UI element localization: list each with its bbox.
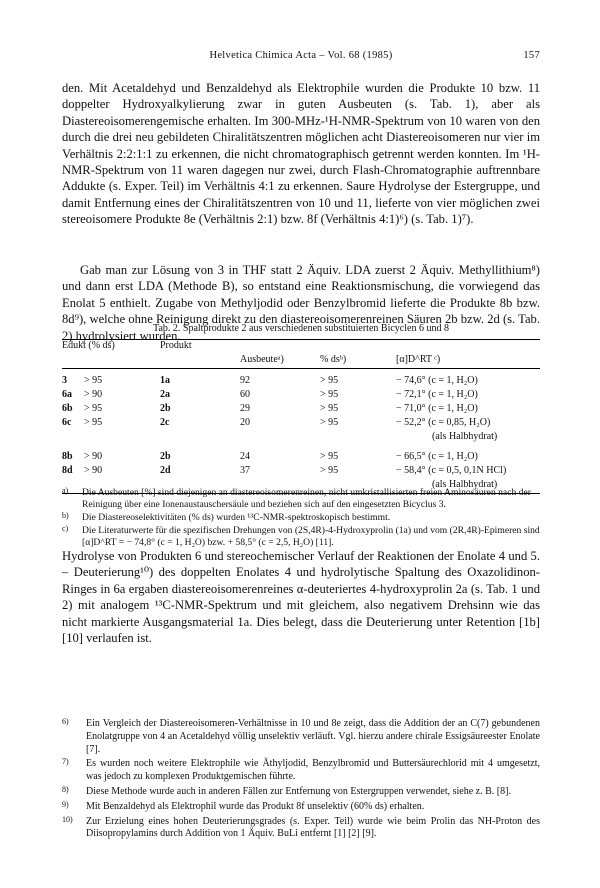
table-caption: Tab. 2. Spaltprodukte 2 aus verschiedenen substituierten Bicyclen 6 und 8 [153, 323, 449, 334]
table-footnote: c) Die Literaturwerte für die spezifischen Drehungen von (2S,4R)-4-Hydroxyprolin (1a) und vom (2R,4R)-Epimeren sind [α]D^RT = − 74,8° (c = 1, H₂O) bzw. + 58,5° (c = 2,5, H₂O) [11]. [62, 524, 540, 548]
col-head-edukt: Edukt (% ds) [62, 340, 160, 355]
footnote: 7) Es wurden noch weitere Elektrophile wie Äthyljodid, Benzylbromid und Buttersäurechlorid mit 4 umgesetzt, was jedoch zu komplexen Produktgemischen führte. [62, 757, 540, 783]
col-head-produkt: Produkt [160, 340, 540, 355]
col-head-ds: % dsᵇ) [320, 354, 396, 369]
journal-title: Helvetica Chimica Acta – Vol. 68 (1985) [209, 50, 393, 61]
results-table [62, 339, 540, 494]
table-row: 6b > 95 2b 29 > 95 − 71,0° (c = 1, H₂O) [62, 403, 478, 414]
table-row: 8d > 90 2d 37 > 95 − 58,4° (c = 0,5, 0,1N HCl) [62, 465, 507, 476]
paragraph-1: den. Mit Acetaldehyd und Benzaldehyd als Elektrophile wurden die Produkte 10 bzw. 11 doppelter Hydroxyalkylierung zwar in guten Ausbeuten (s. Tab. 1), aber als Diastereoisomerengemische erhalten. Im 300-MHz-¹H-NMR-Spektrum von 10 waren von den durch die drei neu gebildeten Chiralitätszentren möglichen acht Diastereoisomeren nur vier im Verhältnis 2:2:1:1 zu erkennen, die nicht chromatographisch getrennt werden konnten. Im ¹H-NMR-Spektrum von 11 waren dagegen nur zwei, durch Flash-Chromatographie auftrennbare Addukte (s. Exper. Teil) im Verhältnis 4:1 zu erkennen. Saure Hydrolyse der Estergruppe, und damit Entfernung eines der Chiralitätszentren von 10 und 11, lieferte von vier möglichen zwei stereoisomere Produkte 8e (Verhältnis 2:1) bzw. 8f (Verhältnis 4:1)⁶) (s. Tab. 1)⁷). [62, 81, 540, 227]
footnote: 6) Ein Vergleich der Diastereoisomeren-Verhältnisse in 10 und 8e zeigt, dass die Addition der an C(7) gebundenen Enolatgruppe von 4 an Acetaldehyd völlig unselektiv verläuft. Vgl. hierzu andere chirale Essigsäureester Enolate [7]. [62, 717, 540, 755]
table-row: 6c > 95 2c 20 > 95 − 52,2° (c = 0,85, H₂O) [62, 417, 491, 428]
table-row: 8b > 90 2b 24 > 95 − 66,5° (c = 1, H₂O) [62, 451, 478, 462]
page-number: 157 [523, 50, 540, 61]
table-header-row [62, 340, 540, 355]
table-subheader-row [62, 354, 540, 369]
table-row-note: (als Halbhydrat) [62, 479, 540, 494]
table-row-note: (als Halbhydrat) [432, 431, 498, 442]
col-head-ausbeute: Ausbeuteᵃ) [240, 354, 320, 369]
footnote: 8) Diese Methode wurde auch in anderen Fällen zur Entfernung von Estergruppen verwendet, siehe z. B. [8]. [62, 784, 511, 797]
table-row: 6a > 90 2a 60 > 95 − 72,1° (c = 1, H₂O) [62, 389, 478, 400]
footnote: 9) Mit Benzaldehyd als Elektrophil wurde das Produkt 8f unselektiv (60% ds) erhalten. [62, 799, 425, 812]
paragraph-2: Gab man zur Lösung von 3 in THF statt 2 Äquiv. LDA zuerst 2 Äquiv. Methyllithium⁸) und dann erst LDA (Methode B), so entstand eine Reaktionsmischung, die vorwiegend das Enolat 5 enthielt. Zugabe von Methyljodid oder Benzylbromid lieferte die Produkte 8b bzw. 8d⁹), welche ohne Reinigung direkt zu den diastereoisomerenreinen Säuren 2b bzw. 2d (s. Tab. 2) hydrolysiert wurden. [62, 263, 540, 343]
footnote: 10) Zur Erzielung eines hohen Deuterierungsgrades (s. Exper. Teil) wurde wie beim Prolin das NH-Proton des Diisopropylamins durch Addition von 1 Äquiv. BuLi entfernt [1] [2] [9]. [62, 814, 540, 840]
table-row: 3 > 95 1a 92 > 95 − 74,6° (c = 1, H₂O) [62, 375, 478, 386]
page-footnotes [62, 718, 540, 843]
table-footnotes [62, 487, 540, 550]
table-footnote: a) Die Ausbeuten [%] sind diejenigen an diastereoisomerenreinen, nicht umkristallisierten freien Aminosäuren nach der Reinigung über eine Ionenaustauschersäule und beziehen sich auf den eingesetzten Bicyclus 3. [62, 486, 531, 510]
col-head-rotation: [α]D^RT ᶜ) [396, 354, 540, 369]
table-footnote: b) Die Diastereoselektivitäten (% ds) wurden ¹³C-NMR-spektroskopisch bestimmt. [62, 511, 391, 523]
paragraph-3: Hydrolyse von Produkten 6 und stereochemischer Verlauf der Reaktionen der Enolate 4 und 5. – Deuterierung¹⁰) des doppelten Enolates 4 und hydrolytische Spaltung des Oxazolidinon-Ringes in 6a ergaben diastereoisomerenreines α-deuteriertes 4-hydroxyprolin 2a (s. Tab. 1 und 2) mit analogem ¹³C-NMR-Spektrum und mit gleichem, also negativem Drehsinn wie das nicht markierte Ausgangsmaterial 1a. Dies belegt, dass die Deuterierung unter Retention [1b] [10] verlaufen ist. [62, 549, 540, 646]
